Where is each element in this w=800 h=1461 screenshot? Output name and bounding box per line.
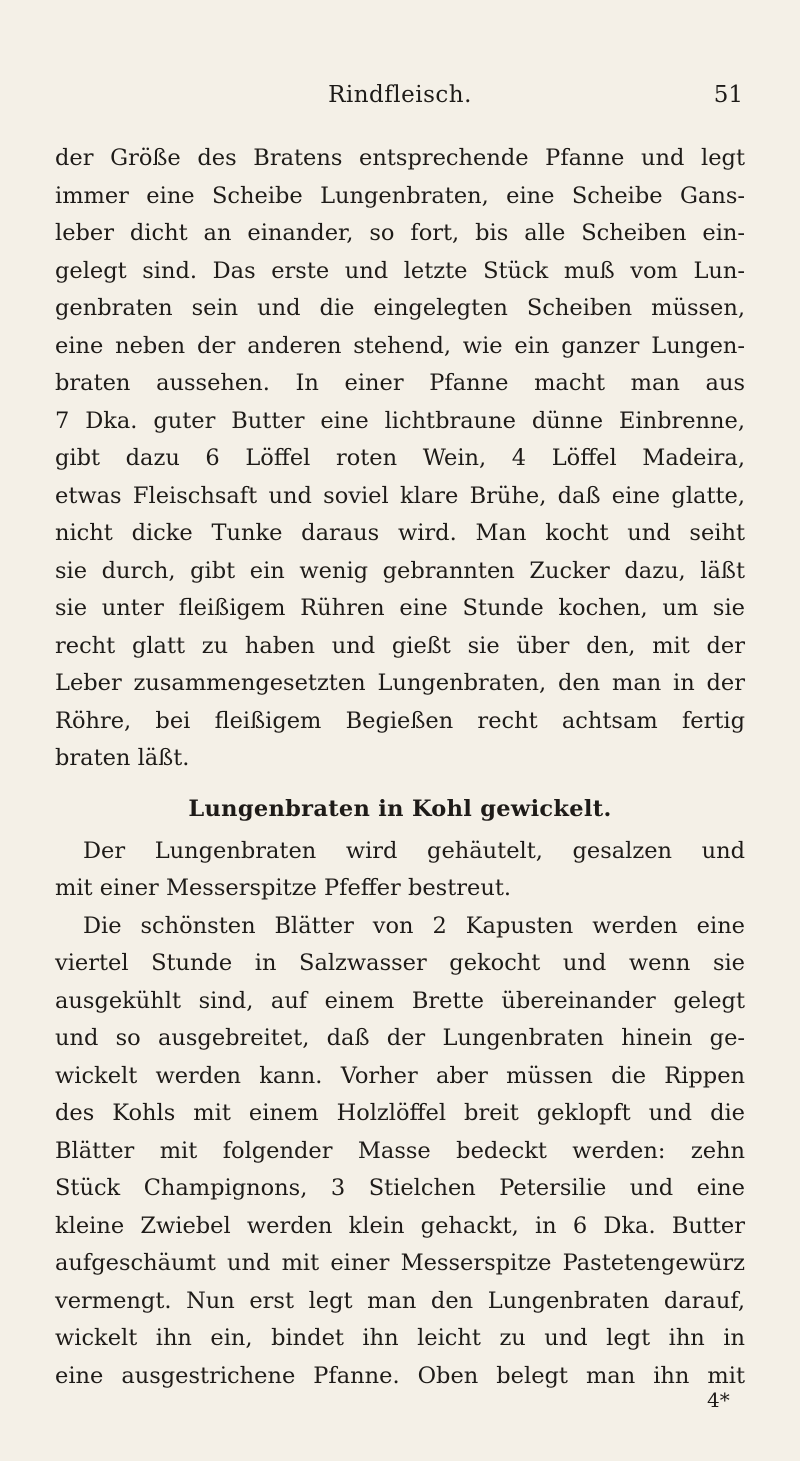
text-line: sie durch, gibt ein wenig gebrannten Zucker dazu, läßt — [55, 557, 745, 584]
text-line: vermengt. Nun erst legt man den Lungenbraten darauf, — [55, 1287, 745, 1314]
paragraph-preparation — [55, 833, 745, 908]
text-line: Die schönsten Blätter von 2 Kapusten werden eine — [83, 912, 745, 939]
text-line: braten läßt. — [55, 745, 190, 771]
text-line: kleine Zwiebel werden klein gehackt, in 6 Dka. Butter — [55, 1212, 745, 1239]
text-line: nicht dicke Tunke daraus wird. Man kocht und seiht — [55, 520, 745, 546]
signature-mark: 4* — [707, 1388, 730, 1412]
text-line: wickelt werden kann. Vorher aber müssen die Rippen — [55, 1062, 745, 1089]
text-line: des Kohls mit einem Holzlöffel breit geklopft und die — [55, 1100, 745, 1126]
text-line: sie unter fleißigem Rühren eine Stunde kochen, um sie — [55, 595, 745, 621]
text-line: immer eine Scheibe Lungenbraten, eine Scheibe Gans- — [55, 182, 745, 209]
text-line: Leber zusammengesetzten Lungenbraten, den man in der — [55, 670, 745, 696]
text-line: braten aussehen. In einer Pfanne macht man aus — [55, 370, 745, 396]
text-line: gibt dazu 6 Löffel roten Wein, 4 Löffel Madeira, — [55, 445, 745, 471]
paragraph-roast-continued — [55, 140, 745, 778]
running-title: Rindfleisch. — [328, 82, 472, 108]
body-text — [55, 140, 745, 1395]
running-head — [0, 82, 800, 122]
text-line: genbraten sein und die eingelegten Scheiben müssen, — [55, 295, 745, 321]
text-line: und so ausgebreitet, daß der Lungenbraten hinein ge- — [55, 1025, 745, 1051]
text-line: mit einer Messerspitze Pfeffer bestreut. — [55, 875, 512, 901]
text-line: 7 Dka. guter Butter eine lichtbraune dünne Einbrenne, — [55, 407, 745, 434]
recipe-heading: Lungenbraten in Kohl gewickelt. — [188, 795, 612, 822]
page-number: 51 — [713, 82, 743, 108]
text-line: ausgekühlt sind, auf einem Brette übereinander gelegt — [55, 987, 745, 1014]
text-line: eine ausgestrichene Pfanne. Oben belegt man ihn mit — [55, 1362, 745, 1389]
text-line: der Größe des Bratens entsprechende Pfanne und legt — [55, 145, 745, 171]
text-line: Blätter mit folgender Masse bedeckt werden: zehn — [55, 1137, 745, 1164]
text-line: aufgeschäumt und mit einer Messerspitze Pastetengewürz — [55, 1250, 745, 1276]
text-line: etwas Fleischsaft und soviel klare Brühe, daß eine glatte, — [55, 482, 745, 509]
text-line: viertel Stunde in Salzwasser gekocht und wenn sie — [55, 950, 745, 976]
text-line: gelegt sind. Das erste und letzte Stück muß vom Lun- — [55, 257, 745, 284]
text-line: eine neben der anderen stehend, wie ein ganzer Lungen- — [55, 332, 745, 359]
text-line: wickelt ihn ein, bindet ihn leicht zu und legt ihn in — [55, 1325, 745, 1351]
text-line: Stück Champignons, 3 Stielchen Petersilie und eine — [55, 1175, 745, 1201]
text-line: Der Lungenbraten wird gehäutelt, gesalzen und — [83, 837, 745, 864]
paragraph-cabbage — [55, 908, 745, 1396]
text-line: recht glatt zu haben und gießt sie über den, mit der — [55, 632, 745, 659]
text-line: Röhre, bei fleißigem Begießen recht achtsam fertig — [55, 707, 745, 734]
text-line: leber dicht an einander, so fort, bis alle Scheiben ein- — [55, 220, 745, 246]
